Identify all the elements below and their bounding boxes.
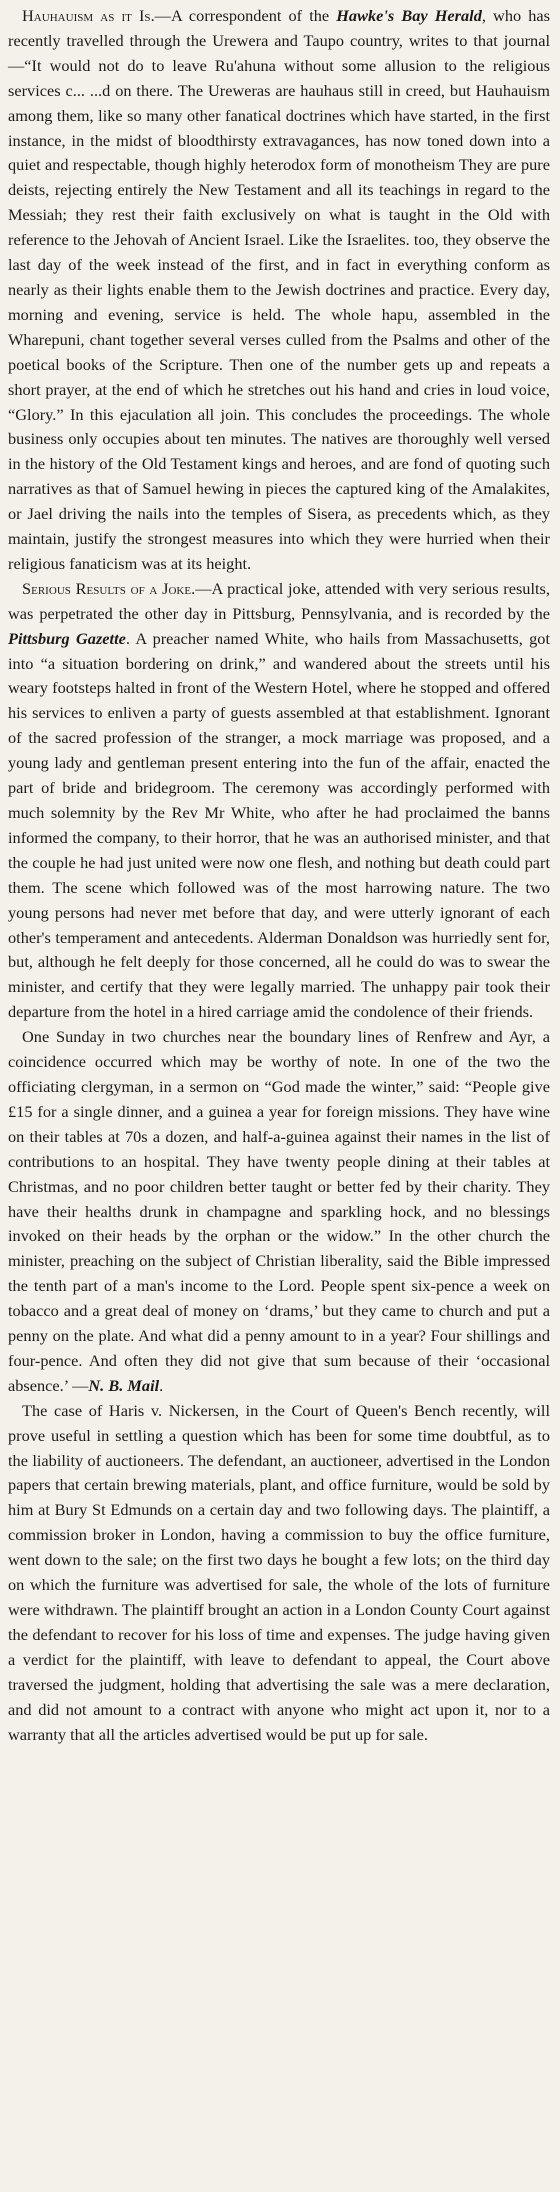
article-text: . A preacher named White, who hails from Massachusetts, got into “a situation bordering on drink,” and wandered about the streets until his weary footsteps halted in front of the Western Hotel, where he stopped and offered his services to enliven a party of guests assembled at that establishment. Ignorant of the sacred profession of the stranger, a mock marriage was proposed, and a young lady and gentleman present entering into the fun of the affair, enacted the part of bride and bridegroom. The ceremony was accordingly performed with much solemnity by the Rev Mr White, who after he had proclaimed the banns informed the company, to their horror, that he was an authorised minister, and that the couple he had just united were now one flesh, and nothing but death could part them. The scene which followed was of the most harrowing nature. The two young persons had never met before that day, and were utterly ignorant of each other's temperament and antecedents. Alderman Donaldson was hurriedly sent for, but, although he felt deeply for those concerned, all he could do was to swear the minister, and certify that they were legally married. The unhappy pair took their departure from the hotel in a hired carriage amid the condolence of their friends.: [8, 628, 550, 1022]
article-heading: Serious Results of a Joke.: [22, 578, 196, 598]
article-hauhauism: [8, 4, 550, 577]
article-text: —A correspondent of the: [154, 6, 337, 25]
article-text: The case of Haris v. Nickersen, in the Court of Queen's Bench recently, will prove useful in settling a question which has been for some time doubtful, as to the liability of auctioneers. The defendant, an auctioneer, advertised in the London papers that certain brewing materials, plant, and office furniture, would be sold by him at Bury St Edmunds on a certain day and two following days. The plaintiff, a commission broker in London, having a commission to buy the office furniture, went down to the sale; on the first two days he bought a few lots; on the third day on which the furniture was advertised for sale, the whole of the lots of furniture were withdrawn. The plaintiff brought an action in a London County Court against the defendant to recover for his loss of time and expenses. The judge having given a verdict for the plaintiff, with leave to defendant to appeal, the Court above traversed the judgment, holding that advertising the sale was a mere declaration, and did not amount to a contract with anyone who might act upon it, nor to a warranty that all the articles advertised would be put up for sale.: [8, 1400, 550, 1744]
newspaper-title: Pittsburg Gazette: [8, 628, 126, 648]
article-text: , who has recently travelled through the Urewera and Taupo country, writes to that journal—“It would not do to leave Ru'ahuna without some allusion to the religious services c... ...d on there. The Ureweras are hauhaus still in creed, but Hauhauism among them, like so many other fanatical doctrines which have started, in the first instance, in the midst of bloodthirsty extravagances, has now toned down into a quiet and respectable, though highly heterodox form of monotheism They are pure deists, rejecting entirely the New Testament and all its teachings in regard to the Messiah; they rest their faith exclusively on what is taught in the Old with reference to the Jehovah of Ancient Israel. Like the Israelites. too, they observe the last day of the week instead of the first, and in fact in everything conform as nearly as their lights enable them to the Jewish doctrines and practice. Every day, morning and evening, service is held. The whole hapu, assembled in the Wharepuni, chant together several verses culled from the Psalms and other of the poetical books of the Scripture. Then one of the number gets up and repeats a short prayer, at the end of which he stretches out his hand and cries in loud voice, “Glory.” In this ejaculation all join. This concludes the proceedings. The whole business only occupies about ten minutes. The natives are thoroughly well versed in the history of the Old Testament kings and heroes, and are fond of quoting such narratives as that of Samuel hewing in pieces the captured king of the Amalakites, or Jael driving the nails into the temples of Sisera, as precedents which, as they maintain, justify the strongest measures into which they were hurried when their religious fanaticism was at its height.: [8, 6, 550, 573]
article-auctioneers: [8, 1399, 550, 1748]
article-text: —A practical joke, attended with very serious results, was perpetrated the other day in Pittsburg, Pennsylvania, and is recorded by the: [8, 578, 550, 623]
article-text: .: [159, 1375, 164, 1395]
article-sermons: [8, 1025, 550, 1399]
article-heading: Hauhauism as it Is.: [22, 6, 155, 25]
article-serious-results: [8, 577, 550, 1025]
newspaper-title: N. B. Mail: [88, 1375, 160, 1395]
newspaper-column: [8, 4, 550, 1747]
newspaper-title: Hawke's Bay Herald: [336, 6, 482, 25]
article-text: One Sunday in two churches near the boundary lines of Renfrew and Ayr, a coincidence occurred which may be worthy of note. In one of the two the officiating clergyman, in a sermon on “God made the winter,” said: “People give £15 for a single dinner, and a guinea a year for foreign missions. They have wine on their tables at 70s a dozen, and half-a-guinea against their names in the list of contributions to an hospital. They have twenty people dining at their tables at Christmas, and no poor children better taught or better fed by their charity. They have their healths drunk in champagne and sparkling hock, and no blessings invoked on their heads by the orphan or the widow.” In the other church the minister, preaching on the subject of Christian liberality, said the Bible impressed the tenth part of a man's income to the Lord. People spent six-pence a week on tobacco and a great deal of money on ‘drams,’ but they came to church and put a penny on the plate. And what did a penny amount to in a year? Four shillings and four-pence. And often they did not give that sum because of their ‘occasional absence.’ —: [8, 1027, 550, 1395]
